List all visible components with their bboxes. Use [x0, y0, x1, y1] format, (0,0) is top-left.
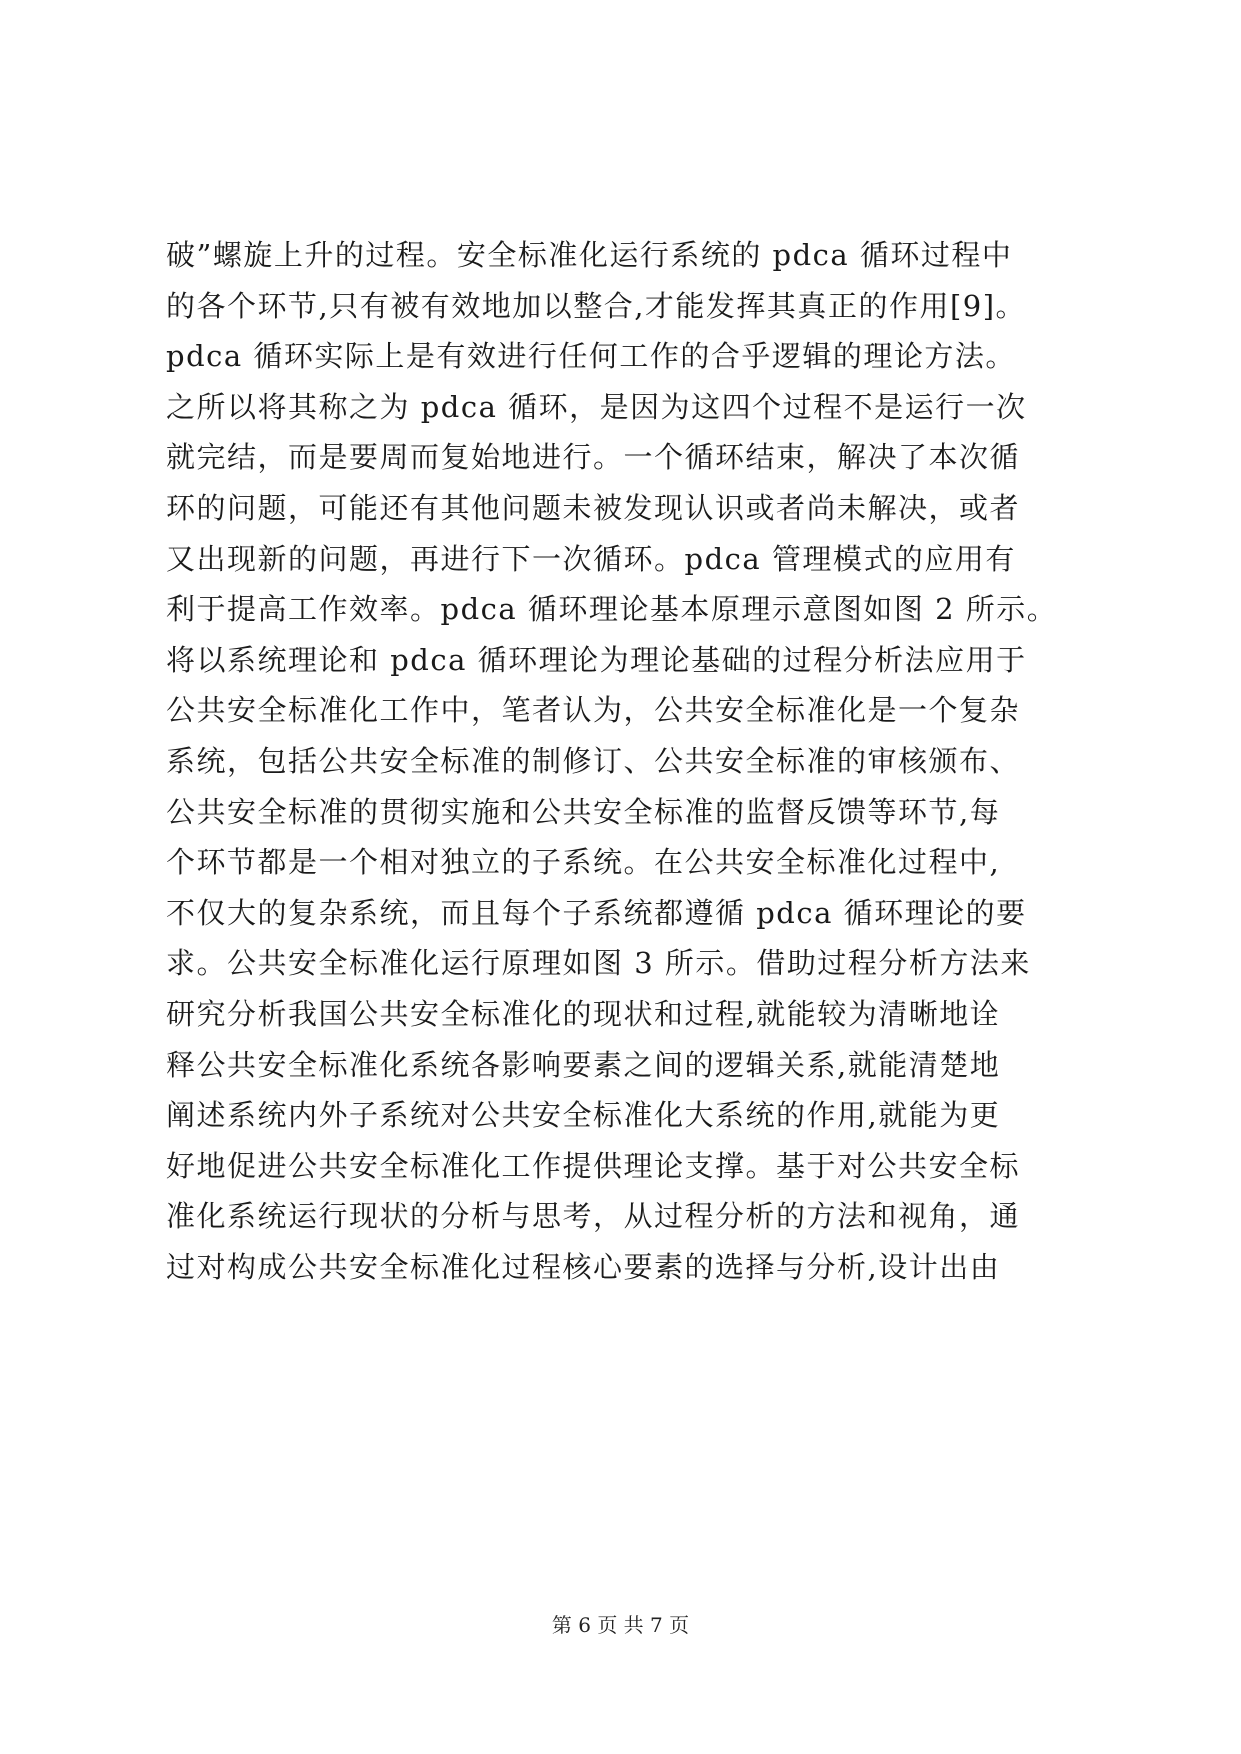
text-line: 系统，包括公共安全标准的制修订、公共安全标准的审核颁布、: [166, 743, 1021, 778]
text-line: 个环节都是一个相对独立的子系统。在公共安全标准化过程中,: [166, 845, 1001, 880]
text-line: 环的问题，可能还有其他问题未被发现认识或者尚未解决，或者: [166, 490, 1021, 525]
text-line: 不仅大的复杂系统，而且每个子系统都遵循 pdca 循环理论的要: [166, 895, 1027, 930]
text-line: 研究分析我国公共安全标准化的现状和过程,就能较为清晰地诠: [166, 996, 1001, 1031]
text-line: 又出现新的问题，再进行下一次循环。pdca 管理模式的应用有: [166, 541, 1016, 576]
text-line: 阐述系统内外子系统对公共安全标准化大系统的作用,就能为更: [166, 1098, 1001, 1133]
text-line: 释公共安全标准化系统各影响要素之间的逻辑关系,就能清楚地: [166, 1047, 1001, 1082]
text-line: 就完结，而是要周而复始地进行。一个循环结束，解决了本次循: [166, 440, 1021, 475]
text-line: 公共安全标准的贯彻实施和公共安全标准的监督反馈等环节,每: [166, 794, 1001, 829]
text-line: 过对构成公共安全标准化过程核心要素的选择与分析,设计出由: [166, 1249, 1001, 1284]
text-line: 利于提高工作效率。pdca 循环理论基本原理示意图如图 2 所示。: [166, 592, 1058, 627]
text-line: 的各个环节,只有被有效地加以整合,才能发挥其真正的作用[9]。: [166, 288, 1027, 323]
text-line: pdca 循环实际上是有效进行任何工作的合乎逻辑的理论方法。: [166, 339, 1016, 374]
body-text: [166, 230, 1106, 1292]
text-line: 好地促进公共安全标准化工作提供理论支撑。基于对公共安全标: [166, 1148, 1021, 1183]
text-line: 求。公共安全标准化运行原理如图 3 所示。借助过程分析方法来: [166, 946, 1031, 981]
text-line: 公共安全标准化工作中，笔者认为，公共安全标准化是一个复杂: [166, 693, 1021, 728]
page-number-footer: 第 6 页 共 7 页: [551, 1613, 690, 1637]
text-line: 破”螺旋上升的过程。安全标准化运行系统的 pdca 循环过程中: [166, 238, 1013, 272]
text-line: 准化系统运行现状的分析与思考，从过程分析的方法和视角，通: [166, 1199, 1021, 1234]
text-line: 将以系统理论和 pdca 循环理论为理论基础的过程分析法应用于: [166, 642, 1027, 677]
text-line: 之所以将其称之为 pdca 循环，是因为这四个过程不是运行一次: [166, 389, 1027, 424]
